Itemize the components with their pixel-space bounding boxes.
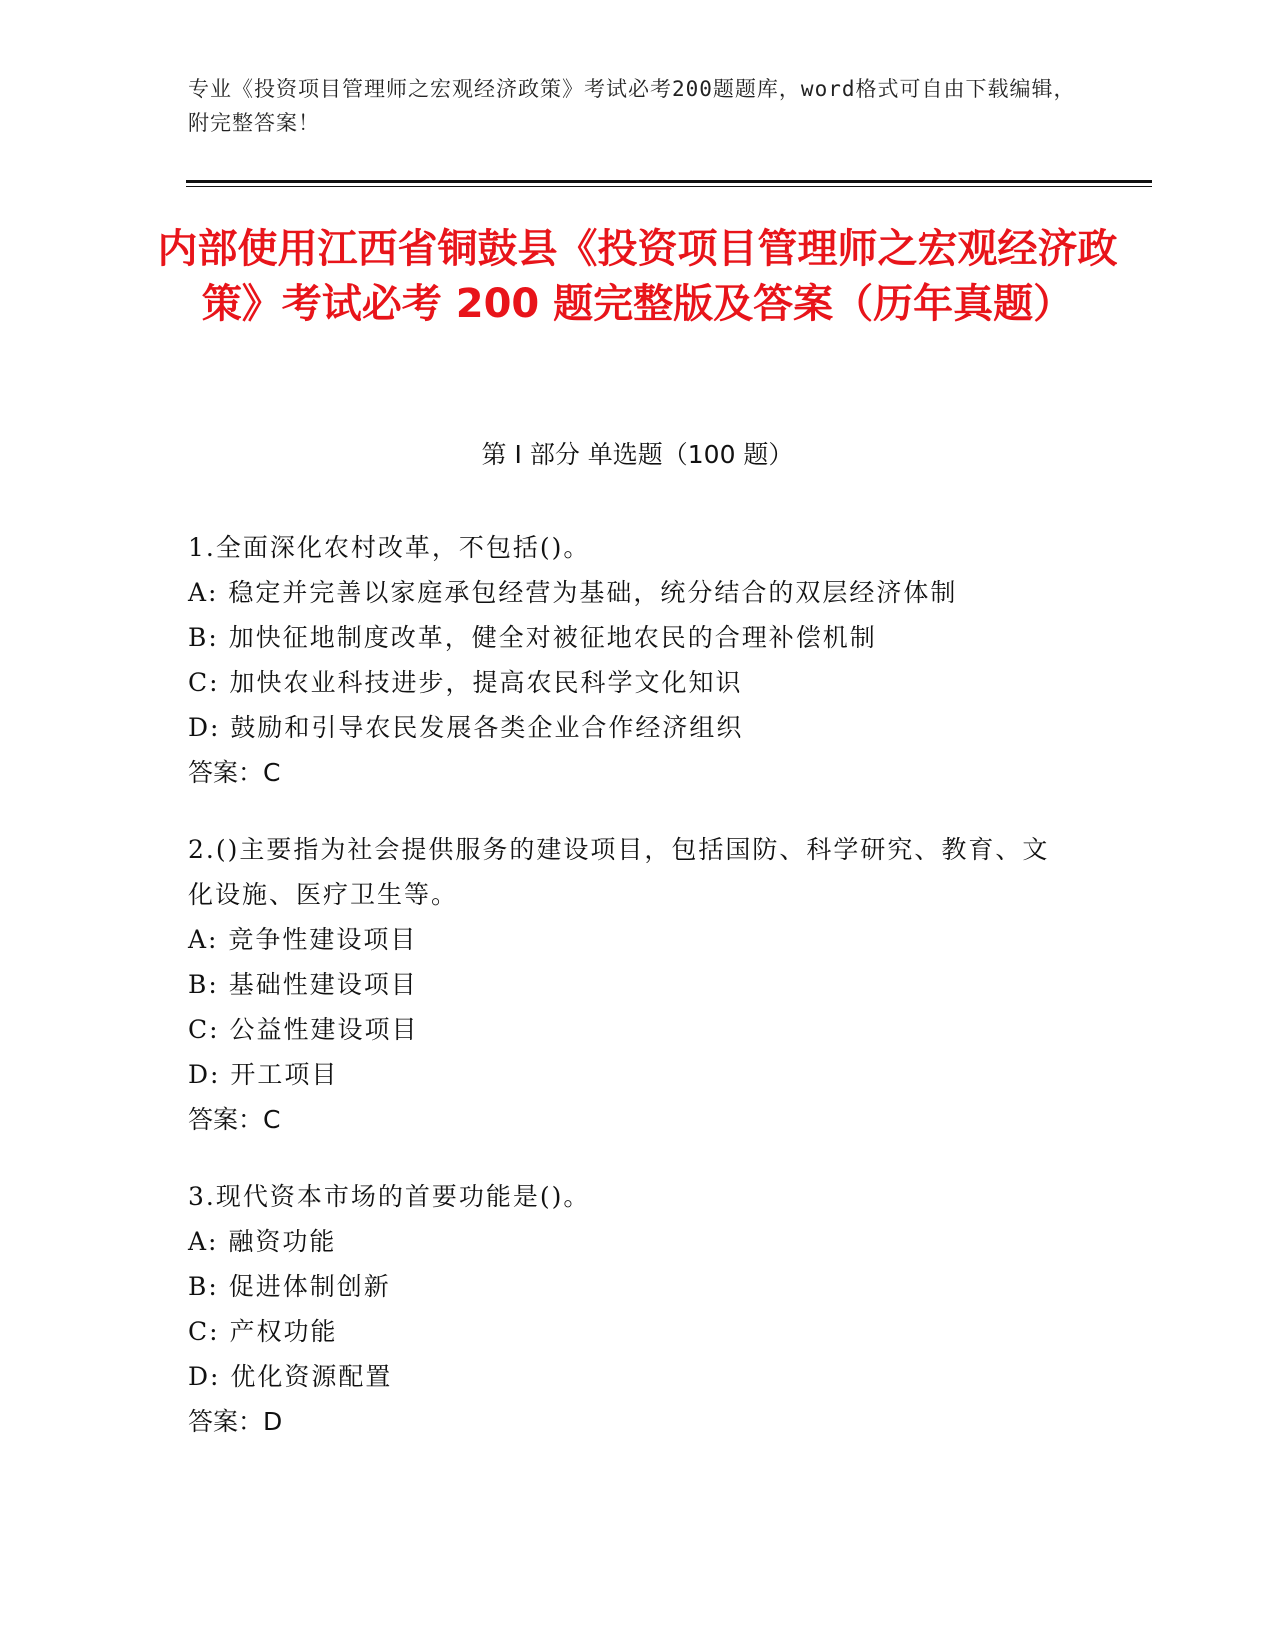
header-note: 专业《投资项目管理师之宏观经济政策》考试必考200题题库，word格式可自由下载编辑，附完整答案！	[188, 77, 1076, 135]
option-b: B: 基础性建设项目	[188, 970, 418, 999]
header-rule-thin	[186, 186, 1152, 187]
question-stem: 1.全面深化农村改革，不包括()。	[188, 533, 591, 562]
question-list	[188, 525, 1068, 1476]
header-rule-thick	[186, 180, 1152, 183]
answer: 答案：D	[188, 1407, 283, 1436]
option-b: B: 加快征地制度改革，健全对被征地农民的合理补偿机制	[188, 623, 877, 652]
question-1	[188, 525, 1068, 795]
option-a: A: 竞争性建设项目	[188, 925, 418, 954]
question-stem: 3.现代资本市场的首要功能是()。	[188, 1182, 591, 1211]
option-d: D: 鼓励和引导农民发展各类企业合作经济组织	[188, 713, 744, 742]
option-d: D: 优化资源配置	[188, 1362, 393, 1391]
question-2	[188, 827, 1068, 1142]
option-d: D: 开工项目	[188, 1060, 339, 1089]
answer: 答案：C	[188, 1105, 281, 1134]
option-b: B: 促进体制创新	[188, 1272, 391, 1301]
option-a: A: 融资功能	[188, 1227, 337, 1256]
section-title: 第 I 部分 单选题（100 题）	[481, 440, 794, 469]
question-stem: 2.()主要指为社会提供服务的建设项目，包括国防、科学研究、教育、文化设施、医疗卫生等。	[188, 835, 1050, 909]
option-c: C: 加快农业科技进步，提高农民科学文化知识	[188, 668, 743, 697]
option-a: A: 稳定并完善以家庭承包经营为基础，统分结合的双层经济体制	[188, 578, 958, 607]
document-title: 内部使用江西省铜鼓县《投资项目管理师之宏观经济政策》考试必考 200 题完整版及答案（历年真题）	[157, 226, 1118, 327]
answer: 答案：C	[188, 758, 281, 787]
question-3	[188, 1174, 1068, 1444]
option-c: C: 产权功能	[188, 1317, 338, 1346]
option-c: C: 公益性建设项目	[188, 1015, 419, 1044]
